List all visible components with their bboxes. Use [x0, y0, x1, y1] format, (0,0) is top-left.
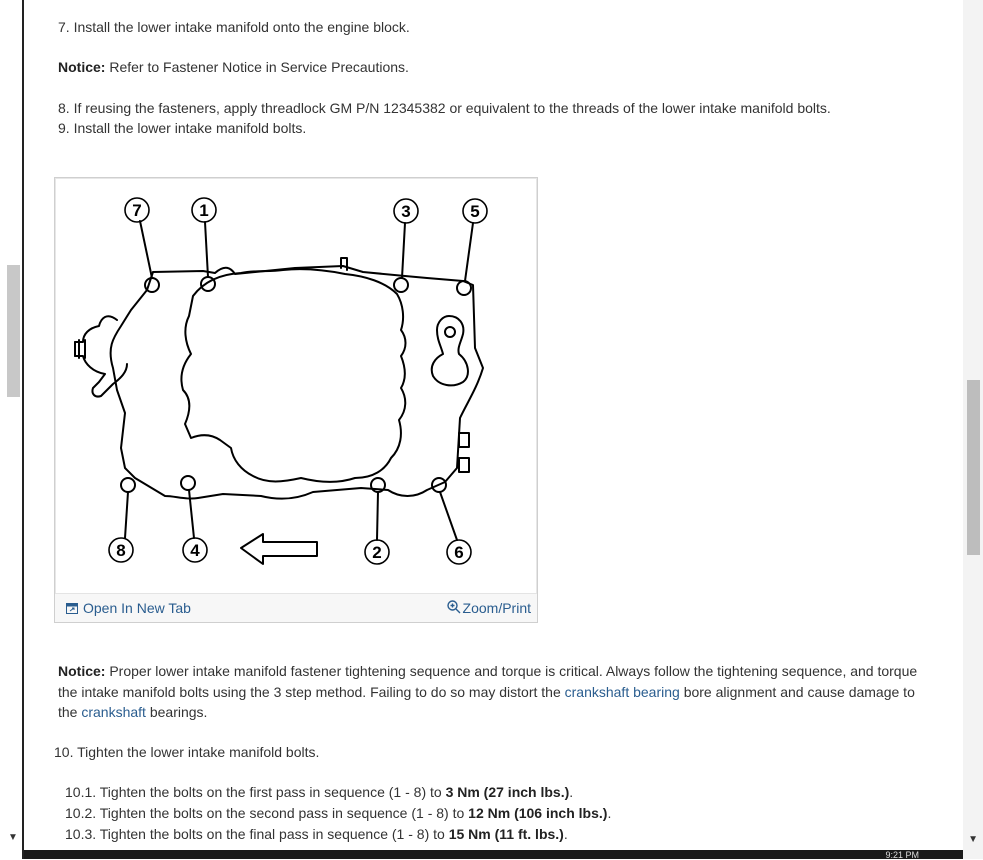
step-10-3 [65, 824, 568, 844]
step-10-2 [65, 803, 611, 823]
zoom-print-label: Zoom/Print [462, 600, 531, 616]
notice-tightening [54, 661, 934, 723]
left-scroll-down-arrow-icon[interactable]: ▼ [8, 832, 18, 843]
substep-text: 10.1. Tighten the bolts on the first pass in sequence (1 - 8) to [65, 784, 446, 800]
substep-end: . [569, 784, 574, 800]
torque-value: 12 Nm (106 inch lbs.) [468, 805, 608, 821]
torque-value: 3 Nm (27 inch lbs.) [445, 784, 570, 800]
intake-manifold-diagram[interactable] [55, 178, 537, 592]
crankshaft-bearing-link[interactable]: crankshaft bearing [564, 683, 680, 700]
notice-fastener [58, 57, 409, 77]
taskbar-clock: 9:21 PM [885, 850, 919, 860]
open-in-new-tab-link[interactable] [66, 600, 191, 616]
notice-text-part: bearings. [145, 704, 208, 720]
scroll-down-arrow-icon[interactable]: ▼ [968, 834, 978, 845]
step-9: 9. Install the lower intake manifold bolts. [58, 120, 307, 136]
vertical-scrollbar-thumb[interactable] [967, 380, 980, 555]
step-8: 8. If reusing the fasteners, apply threadlock GM P/N 12345382 or equivalent to the threads of the lower intake manifold bolts. [58, 100, 831, 116]
bolt-number-8: 8 [116, 541, 126, 560]
figure-toolbar [55, 593, 537, 622]
bolt-number-6: 6 [454, 543, 464, 562]
bolt-number-4: 4 [190, 541, 200, 560]
notice-label: Notice: [58, 59, 106, 75]
torque-value: 15 Nm (11 ft. lbs.) [448, 826, 564, 842]
notice-text-part: bore alignment and cause damage to the [58, 683, 915, 720]
notice-label: Notice: [58, 663, 106, 679]
step-10-1 [65, 782, 573, 802]
zoom-print-link[interactable] [447, 600, 531, 616]
notice-text-part: Proper lower intake manifold fastener tightening sequence and torque is critical. Always follow the tightening sequence, and torque the intake manifold bolts using the 3 step method. Failing to do so may distort the [58, 663, 918, 700]
step-10: 10. Tighten the lower intake manifold bolts. [54, 744, 320, 760]
bolt-number-7: 7 [132, 201, 142, 220]
pane-divider[interactable] [22, 0, 24, 859]
open-in-new-tab-label: Open In New Tab [83, 600, 191, 616]
open-tab-icon [66, 603, 78, 614]
substep-end: . [563, 826, 568, 842]
substep-end: . [607, 805, 612, 821]
taskbar [24, 850, 963, 859]
bolt-number-3: 3 [401, 202, 411, 221]
bolt-number-2: 2 [372, 543, 382, 562]
zoom-in-icon [447, 600, 461, 614]
step-7: 7. Install the lower intake manifold onto the engine block. [58, 19, 410, 35]
crankshaft-link[interactable]: crankshaft [81, 704, 146, 720]
bolt-number-1: 1 [199, 201, 209, 220]
substep-text: 10.3. Tighten the bolts on the final pass in sequence (1 - 8) to [65, 826, 449, 842]
manifold-bolt-sequence-figure [54, 177, 538, 623]
substep-text: 10.2. Tighten the bolts on the second pass in sequence (1 - 8) to [65, 805, 469, 821]
notice-text: Refer to Fastener Notice in Service Precautions. [105, 59, 409, 75]
left-pane-edge [0, 0, 23, 859]
left-scrollbar-thumb[interactable] [7, 265, 20, 397]
bolt-number-5: 5 [470, 202, 480, 221]
